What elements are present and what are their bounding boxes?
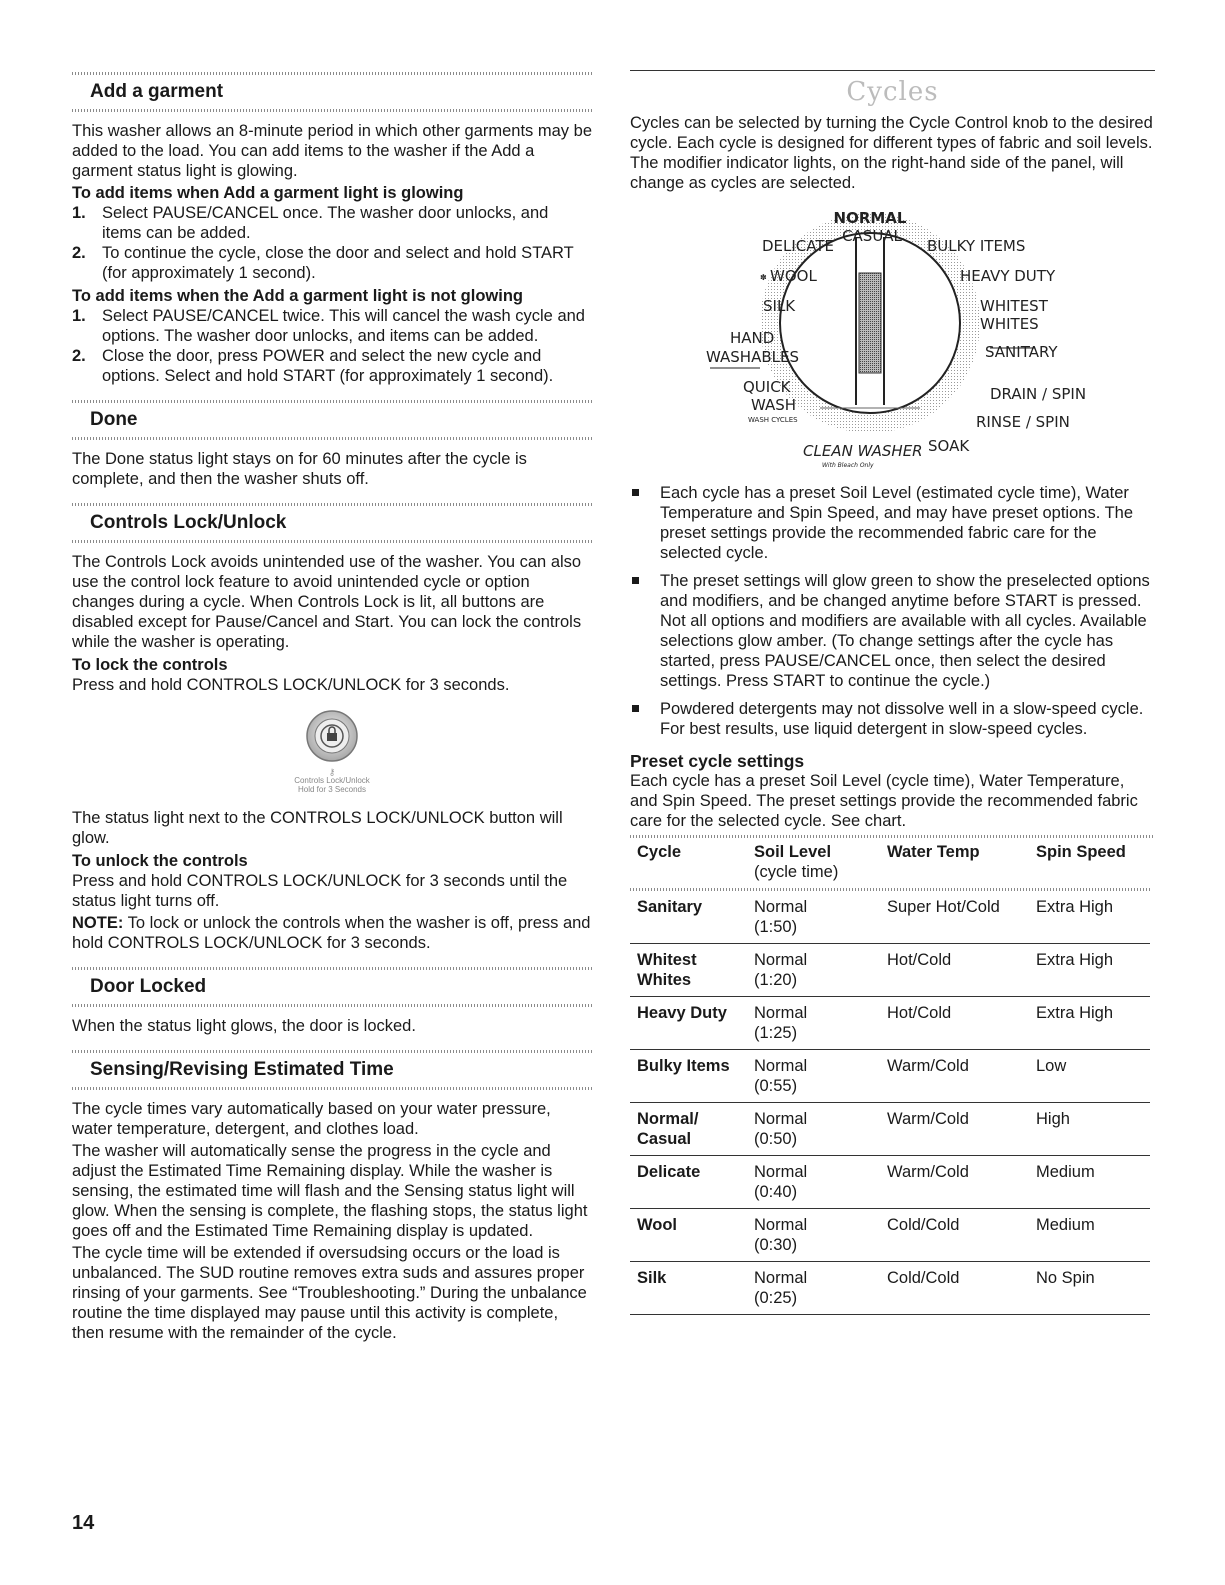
wool-icon: ✽ — [760, 273, 767, 282]
dial-whitest: WHITEST — [980, 297, 1048, 315]
cell-soil: Normal (0:30) — [747, 1209, 880, 1262]
dial-quick: QUICK — [743, 378, 791, 396]
col-soil-level: Soil Level (cycle time) — [754, 843, 839, 881]
cell-spin: Low — [1029, 1050, 1150, 1103]
cell-soil: Normal (0:55) — [747, 1050, 880, 1103]
col-cycle: Cycle — [637, 843, 682, 861]
cycle-bullets — [630, 483, 1155, 739]
cycle-dial — [630, 193, 1155, 469]
door-locked-heading: Door Locked — [90, 976, 207, 997]
cell-cycle: Bulky Items — [630, 1050, 747, 1103]
done-text: The Done status light stays on for 60 minutes after the cycle is complete, and then the washer shuts off. — [72, 450, 527, 488]
cell-cycle: Normal/ Casual — [630, 1103, 747, 1156]
left-column — [72, 0, 592, 1343]
sensing-p2: The washer will automatically sense the progress in the cycle and adjust the Estimated Time Remaining display. While the washer is sensing, the estimated time will flash and the Sensing status light will glow. When the sensing is complete, the flashing stops, the status light goes off and the Estimated Time Remaining display is updated. — [72, 1142, 588, 1240]
dial-drain-spin: DRAIN / SPIN — [990, 385, 1087, 403]
done-heading: Done — [90, 409, 138, 430]
cell-temp: Warm/Cold — [880, 1156, 1029, 1209]
cycle-knob-diagram — [630, 193, 1155, 469]
cell-temp: Cold/Cold — [880, 1262, 1029, 1315]
lock-button-icon — [305, 709, 359, 763]
list-item: 1. Select PAUSE/CANCEL twice. This will cancel the wash cycle and options. The washer door unlocks, and items can be added. — [72, 307, 585, 345]
add-garment-heading: Add a garment — [90, 81, 224, 102]
cell-spin: Medium — [1029, 1209, 1150, 1262]
cell-soil: Normal (1:25) — [747, 997, 880, 1050]
controls-lock-intro: The Controls Lock avoids unintended use of the washer. You can also use the control lock feature to avoid unintended cycle or option changes during a cycle. When Controls Lock is lit, all buttons are disabled except for Pause/Cancel and Start. You can lock the controls while the washer is operating. — [72, 553, 582, 651]
dial-rinse-spin: RINSE / SPIN — [976, 413, 1070, 431]
cycles-title: Cycles — [846, 77, 939, 107]
right-column — [630, 0, 1155, 1315]
preset-text: Each cycle has a preset Soil Level (cycle time), Water Temperature, and Spin Speed. The preset settings provide the recommended fabric care for the selected cycle. See chart. — [630, 772, 1138, 830]
controls-lock-button-illustration — [72, 709, 592, 794]
cell-temp: Warm/Cold — [880, 1103, 1029, 1156]
page-number: 14 — [72, 1512, 95, 1534]
dial-heavy: HEAVY DUTY — [960, 267, 1056, 285]
dial-wash: WASH — [751, 396, 797, 414]
table-row — [630, 1103, 1150, 1156]
cell-temp: Cold/Cold — [880, 1209, 1029, 1262]
lock-text: Press and hold CONTROLS LOCK/UNLOCK for 3 seconds. — [72, 676, 510, 694]
dial-with-bleach: With Bleach Only — [822, 462, 874, 469]
unlock-title: To unlock the controls — [72, 852, 248, 870]
not-glowing-title: To add items when the Add a garment light is not glowing — [72, 287, 524, 305]
dial-silk: SILK — [763, 297, 796, 315]
col-water-temp: Water Temp — [887, 843, 980, 861]
cell-spin: No Spin — [1029, 1262, 1150, 1315]
preset-table — [630, 838, 1150, 1315]
cell-spin: Extra High — [1029, 891, 1150, 944]
table-row — [630, 891, 1150, 944]
dial-casual: CASUAL — [842, 227, 902, 245]
cell-temp: Super Hot/Cold — [880, 891, 1029, 944]
button-caption: Controls Lock/Unlock — [294, 776, 370, 785]
dial-washables: WASHABLES — [706, 348, 799, 366]
dial-soak: SOAK — [928, 437, 970, 455]
table-row — [630, 1262, 1150, 1315]
dial-wash-cycles: WASH CYCLES — [748, 416, 798, 424]
table-row — [630, 1050, 1150, 1103]
dial-wool: WOOL — [770, 267, 817, 285]
cell-soil: Normal (1:50) — [747, 891, 880, 944]
cell-spin: High — [1029, 1103, 1150, 1156]
note — [72, 913, 592, 953]
dial-whites: WHITES — [980, 315, 1039, 333]
table-body — [630, 891, 1150, 1315]
note-text: To lock or unlock the controls when the washer is off, press and hold CONTROLS LOCK/UNLOCK for 3 seconds. — [72, 914, 591, 952]
cell-temp: Hot/Cold — [880, 944, 1029, 997]
dial-bulky: BULKY ITEMS — [927, 237, 1026, 255]
cell-cycle: Silk — [630, 1262, 747, 1315]
top-rule — [630, 70, 1155, 71]
table-header-row — [630, 838, 1150, 888]
preset-title: Preset cycle settings — [630, 751, 805, 771]
cell-cycle: Sanitary — [630, 891, 747, 944]
not-glowing-steps — [72, 306, 592, 386]
cycles-intro: Cycles can be selected by turning the Cycle Control knob to the desired cycle. Each cycle is designed for different types of fabric and soil levels. The modifier indicator lights, on the right-hand side of the panel, will change as cycles are selected. — [630, 114, 1153, 192]
button-caption-sub: Hold for 3 Seconds — [297, 785, 367, 794]
list-item: Each cycle has a preset Soil Level (estimated cycle time), Water Temperature and Spin Speed, and may have preset options. The preset settings provide the recommended fabric care for the selected cycle. — [630, 483, 1155, 563]
dial-hand: HAND — [730, 329, 775, 347]
cell-spin: Extra High — [1029, 944, 1150, 997]
cell-cycle: Whitest Whites — [630, 944, 747, 997]
table-row — [630, 944, 1150, 997]
sensing-heading: Sensing/Revising Estimated Time — [90, 1059, 394, 1080]
status-text: The status light next to the CONTROLS LOCK/UNLOCK button will glow. — [72, 809, 563, 847]
list-item: Powdered detergents may not dissolve well in a slow-speed cycle. For best results, use liquid detergent in slow-speed cycles. — [630, 699, 1155, 739]
dial-normal: NORMAL — [833, 209, 907, 227]
door-locked-text: When the status light glows, the door is locked. — [72, 1017, 416, 1035]
list-item: 2. Close the door, press POWER and select the new cycle and options. Select and hold START (for approximately 1 second). — [72, 347, 554, 385]
sensing-p1: The cycle times vary automatically based on your water pressure, water temperature, detergent, and clothes load. — [72, 1100, 551, 1138]
cell-soil: Normal (1:20) — [747, 944, 880, 997]
list-item: 1. Select PAUSE/CANCEL once. The washer door unlocks, and items can be added. — [72, 204, 549, 242]
table-row — [630, 997, 1150, 1050]
glowing-title: To add items when Add a garment light is glowing — [72, 184, 464, 202]
add-garment-intro: This washer allows an 8-minute period in which other garments may be added to the load. You can add items to the washer if the Add a garment status light is glowing. — [72, 122, 592, 180]
cell-temp: Warm/Cold — [880, 1050, 1029, 1103]
cell-cycle: Delicate — [630, 1156, 747, 1209]
cell-spin: Medium — [1029, 1156, 1150, 1209]
controls-lock-heading: Controls Lock/Unlock — [90, 512, 287, 533]
key-icon: ⚷ — [328, 767, 336, 777]
col-spin-speed: Spin Speed — [1036, 843, 1126, 861]
sensing-p3: The cycle time will be extended if oversudsing occurs or the load is unbalanced. The SUD routine removes extra suds and assures proper rinsing of your garments. See “Troubleshooting.” During the unbalance routine the time displayed may pause until this activity is complete, then resume with the remainder of the cycle. — [72, 1244, 587, 1342]
list-item: The preset settings will glow green to show the preselected options and modifiers, and be changed anytime before START is pressed. Not all options and modifiers are available with all cycles. Available selections glow amber. (To change settings after the cycle has started, press PAUSE/CANCEL once, then select the desired settings. Press START to continue the cycle.) — [630, 571, 1155, 691]
cell-cycle: Wool — [630, 1209, 747, 1262]
glowing-steps — [72, 203, 592, 283]
dial-clean-washer: CLEAN WASHER — [803, 442, 923, 460]
list-item: 2. To continue the cycle, close the door and select and hold START (for approximately 1 second). — [72, 244, 574, 282]
cell-soil: Normal (0:50) — [747, 1103, 880, 1156]
cell-temp: Hot/Cold — [880, 997, 1029, 1050]
dial-delicate: DELICATE — [761, 237, 834, 255]
table-row — [630, 1156, 1150, 1209]
table-row — [630, 1209, 1150, 1262]
cell-cycle: Heavy Duty — [630, 997, 747, 1050]
cell-spin: Extra High — [1029, 997, 1150, 1050]
unlock-text: Press and hold CONTROLS LOCK/UNLOCK for 3 seconds until the status light turns off. — [72, 872, 568, 910]
cell-soil: Normal (0:25) — [747, 1262, 880, 1315]
dial-sanitary: SANITARY — [985, 343, 1058, 361]
cell-soil: Normal (0:40) — [747, 1156, 880, 1209]
lock-title: To lock the controls — [72, 656, 228, 674]
note-label: NOTE: — [72, 914, 124, 932]
